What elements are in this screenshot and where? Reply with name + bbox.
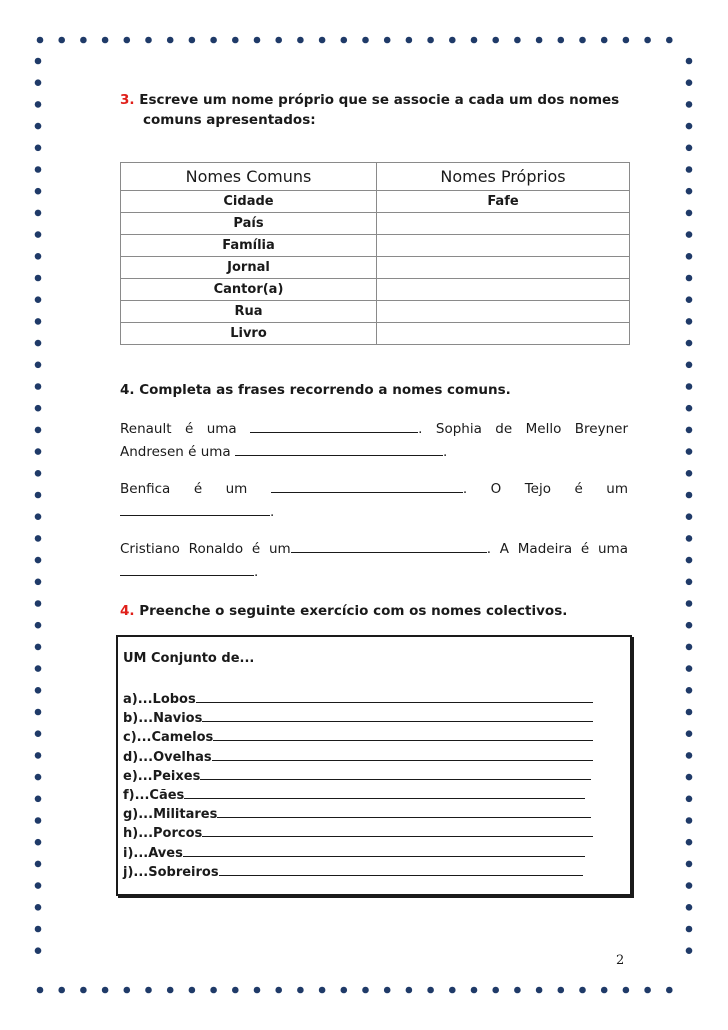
common-noun-cell: Cantor(a): [121, 279, 377, 301]
border-dot: [449, 987, 456, 994]
border-dot: [686, 535, 693, 542]
answer-line[interactable]: [202, 708, 593, 722]
sentence-3-part-c: .: [254, 564, 259, 580]
border-dot: [35, 882, 42, 889]
border-dot: [35, 947, 42, 954]
border-dot: [35, 600, 42, 607]
blank-field[interactable]: [120, 561, 254, 576]
border-dot: [58, 987, 65, 994]
border-dot: [35, 166, 42, 173]
border-dot: [686, 579, 693, 586]
border-dot: [35, 796, 42, 803]
border-dot: [427, 37, 434, 44]
border-dot: [189, 987, 196, 994]
border-dot: [362, 987, 369, 994]
border-dot: [35, 644, 42, 651]
proper-noun-cell[interactable]: [377, 213, 630, 235]
border-dot: [35, 861, 42, 868]
border-dot: [35, 275, 42, 282]
border-dot: [35, 817, 42, 824]
border-dot: [427, 987, 434, 994]
border-dot: [686, 58, 693, 65]
border-dot: [35, 318, 42, 325]
border-dot: [686, 774, 693, 781]
sentence-3-part-b: . A Madeira é uma: [486, 541, 628, 557]
border-dot: [35, 752, 42, 759]
question-3-prompt: [120, 90, 619, 130]
border-dot: [686, 101, 693, 108]
border-dot: [384, 987, 391, 994]
border-dot: [35, 926, 42, 933]
sentence-2-part-a: Benfica é um: [120, 481, 248, 497]
list-item: [123, 708, 593, 728]
sentence-1: [120, 418, 628, 464]
border-dot: [35, 579, 42, 586]
border-dot: [686, 318, 693, 325]
border-dot: [124, 37, 131, 44]
table-row: [121, 279, 630, 301]
border-dot: [686, 730, 693, 737]
border-dot: [35, 535, 42, 542]
question-3-line1: Escreve um nome próprio que se associe a cada um dos nomes: [139, 92, 620, 108]
border-dot: [341, 37, 348, 44]
list-item: [123, 843, 585, 863]
border-dot: [686, 166, 693, 173]
border-dot: [35, 427, 42, 434]
table-row: [121, 213, 630, 235]
answer-line[interactable]: [184, 785, 585, 799]
border-dot: [623, 37, 630, 44]
blank-field[interactable]: [271, 478, 463, 493]
sentence-1-part-b: . Sophia de Mello Breyner Andresen é uma: [120, 421, 628, 460]
blank-field[interactable]: [250, 418, 418, 433]
border-dot: [686, 340, 693, 347]
border-dot: [686, 839, 693, 846]
border-dot: [167, 987, 174, 994]
border-dot: [341, 987, 348, 994]
border-dot: [37, 987, 44, 994]
border-dot: [384, 37, 391, 44]
table-row: [121, 323, 630, 345]
answer-line[interactable]: [200, 766, 591, 780]
border-dot: [686, 123, 693, 130]
border-dot: [686, 470, 693, 477]
border-dot: [686, 557, 693, 564]
border-dot: [623, 987, 630, 994]
common-noun-cell: Cidade: [121, 191, 377, 213]
border-dot: [35, 709, 42, 716]
border-dot: [319, 987, 326, 994]
border-dot: [644, 37, 651, 44]
question-3-number: 3.: [120, 92, 135, 108]
border-dot: [514, 37, 521, 44]
border-dot: [449, 37, 456, 44]
border-dot: [686, 383, 693, 390]
border-dot: [275, 37, 282, 44]
table-row: [121, 191, 630, 213]
border-dot: [601, 987, 608, 994]
list-item: [123, 747, 593, 767]
item-label: a)...Lobos: [123, 692, 196, 707]
border-dot: [124, 987, 131, 994]
border-dot: [686, 427, 693, 434]
border-dot: [579, 987, 586, 994]
proper-noun-cell[interactable]: [377, 323, 630, 345]
border-dot: [686, 644, 693, 651]
border-dot: [558, 987, 565, 994]
question-4b-prompt: [120, 601, 567, 621]
border-dot: [536, 987, 543, 994]
list-item: [123, 862, 583, 882]
border-dot: [514, 987, 521, 994]
border-dot: [686, 231, 693, 238]
border-dot: [35, 58, 42, 65]
border-dot: [492, 37, 499, 44]
item-label: i)...Aves: [123, 845, 183, 861]
border-dot: [35, 101, 42, 108]
box-heading: UM Conjunto de...: [123, 651, 255, 666]
border-dot: [686, 709, 693, 716]
border-dot: [35, 687, 42, 694]
border-dot: [579, 37, 586, 44]
border-dot: [35, 470, 42, 477]
border-dot: [58, 37, 65, 44]
common-noun-cell: Livro: [121, 323, 377, 345]
common-noun-cell: Rua: [121, 301, 377, 323]
border-dot: [686, 882, 693, 889]
border-dot: [35, 210, 42, 217]
table-row: [121, 301, 630, 323]
header-common-nouns: Nomes Comuns: [121, 163, 377, 191]
border-dot: [102, 37, 109, 44]
border-dot: [80, 987, 87, 994]
border-dot: [686, 296, 693, 303]
answer-line[interactable]: [213, 727, 593, 741]
border-dot: [35, 79, 42, 86]
border-dot: [145, 37, 152, 44]
border-dot: [102, 987, 109, 994]
border-dot: [35, 557, 42, 564]
answer-line[interactable]: [202, 823, 593, 837]
border-dot: [686, 687, 693, 694]
border-dot: [35, 188, 42, 195]
border-dot: [686, 79, 693, 86]
border-dot: [35, 492, 42, 499]
proper-noun-cell[interactable]: Fafe: [377, 191, 630, 213]
common-noun-cell: País: [121, 213, 377, 235]
border-dot: [35, 253, 42, 260]
item-label: b)...Navios: [123, 711, 203, 727]
border-dot: [362, 37, 369, 44]
nouns-table: [120, 162, 630, 345]
list-item: [123, 785, 585, 805]
question-4-title: 4. Completa as frases recorrendo a nomes comuns.: [120, 382, 511, 398]
border-dot: [686, 188, 693, 195]
table-row: [121, 235, 630, 257]
border-dot: [232, 987, 239, 994]
question-4b-number: 4.: [120, 603, 135, 619]
collective-nouns-box: [116, 635, 632, 896]
item-label: f)...Cães: [123, 788, 185, 803]
border-dot: [666, 37, 673, 44]
blank-field[interactable]: [235, 441, 443, 456]
border-dot: [297, 987, 304, 994]
border-dot: [492, 987, 499, 994]
answer-line[interactable]: [217, 804, 591, 818]
border-dot: [686, 665, 693, 672]
border-dot: [686, 904, 693, 911]
border-dot: [319, 37, 326, 44]
border-dot: [406, 987, 413, 994]
border-dot: [37, 37, 44, 44]
border-dot: [644, 987, 651, 994]
border-dot: [35, 904, 42, 911]
border-dot: [686, 817, 693, 824]
list-item: [123, 689, 593, 709]
sentence-1-part-c: .: [442, 444, 448, 460]
border-dot: [35, 839, 42, 846]
border-dot: [686, 947, 693, 954]
border-dot: [686, 513, 693, 520]
border-dot: [254, 37, 261, 44]
border-dot: [297, 37, 304, 44]
answer-line[interactable]: [219, 862, 583, 876]
border-dot: [536, 37, 543, 44]
border-dot: [686, 275, 693, 282]
border-dot: [601, 37, 608, 44]
common-noun-cell: Jornal: [121, 257, 377, 279]
sentence-3: [120, 538, 628, 584]
border-dot: [471, 987, 478, 994]
question-3-line2: comuns apresentados:: [143, 112, 316, 128]
list-item: [123, 804, 591, 824]
sentence-1-part-a: Renault é uma: [120, 421, 237, 437]
border-dot: [35, 383, 42, 390]
border-dot: [686, 926, 693, 933]
common-noun-cell: Família: [121, 235, 377, 257]
answer-line[interactable]: [183, 843, 585, 857]
border-dot: [210, 987, 217, 994]
answer-line[interactable]: [196, 689, 593, 703]
sentence-2-part-c: .: [270, 504, 275, 520]
table-row: [121, 257, 630, 279]
question-4b-title: Preenche o seguinte exercício com os nomes colectivos.: [139, 603, 568, 619]
border-dot: [35, 340, 42, 347]
border-dot: [35, 362, 42, 369]
border-dot: [686, 145, 693, 152]
item-label: j)...Sobreiros: [123, 864, 219, 880]
proper-noun-cell[interactable]: [377, 235, 630, 257]
sentence-2-part-b: . O Tejo é um: [462, 481, 628, 497]
proper-noun-cell[interactable]: [377, 301, 630, 323]
sentence-2: [120, 478, 628, 524]
border-dot: [35, 448, 42, 455]
border-dot: [35, 513, 42, 520]
answer-line[interactable]: [212, 747, 593, 761]
border-dot: [189, 37, 196, 44]
border-dot: [558, 37, 565, 44]
border-dot: [35, 774, 42, 781]
blank-field[interactable]: [120, 501, 270, 516]
list-item: [123, 727, 593, 747]
item-label: g)...Militares: [123, 807, 218, 823]
border-dot: [167, 37, 174, 44]
border-dot: [145, 987, 152, 994]
border-dot: [35, 231, 42, 238]
item-label: d)...Ovelhas: [123, 749, 212, 765]
border-dot: [686, 492, 693, 499]
border-dot: [471, 37, 478, 44]
page-number: 2: [616, 953, 625, 968]
border-dot: [686, 210, 693, 217]
border-dot: [275, 987, 282, 994]
border-dot: [666, 987, 673, 994]
border-dot: [686, 861, 693, 868]
border-dot: [686, 362, 693, 369]
border-dot: [686, 253, 693, 260]
border-dot: [686, 600, 693, 607]
border-dot: [35, 405, 42, 412]
item-label: c)...Camelos: [123, 730, 214, 746]
item-label: e)...Peixes: [123, 768, 201, 784]
border-dot: [35, 123, 42, 130]
proper-noun-cell[interactable]: [377, 279, 630, 301]
border-dot: [35, 665, 42, 672]
border-dot: [35, 622, 42, 629]
proper-noun-cell[interactable]: [377, 257, 630, 279]
border-dot: [210, 37, 217, 44]
border-dot: [686, 796, 693, 803]
border-dot: [406, 37, 413, 44]
blank-field[interactable]: [291, 538, 487, 553]
header-proper-nouns: Nomes Próprios: [377, 163, 630, 191]
border-dot: [35, 145, 42, 152]
border-dot: [35, 296, 42, 303]
border-dot: [686, 405, 693, 412]
item-label: h)...Porcos: [123, 826, 203, 842]
border-dot: [254, 987, 261, 994]
list-item: [123, 823, 593, 843]
border-dot: [686, 448, 693, 455]
sentence-3-part-a: Cristiano Ronaldo é um: [120, 541, 291, 557]
border-dot: [35, 730, 42, 737]
border-dot: [80, 37, 87, 44]
border-dot: [686, 622, 693, 629]
border-dot: [686, 752, 693, 759]
list-item: [123, 766, 591, 786]
border-dot: [232, 37, 239, 44]
